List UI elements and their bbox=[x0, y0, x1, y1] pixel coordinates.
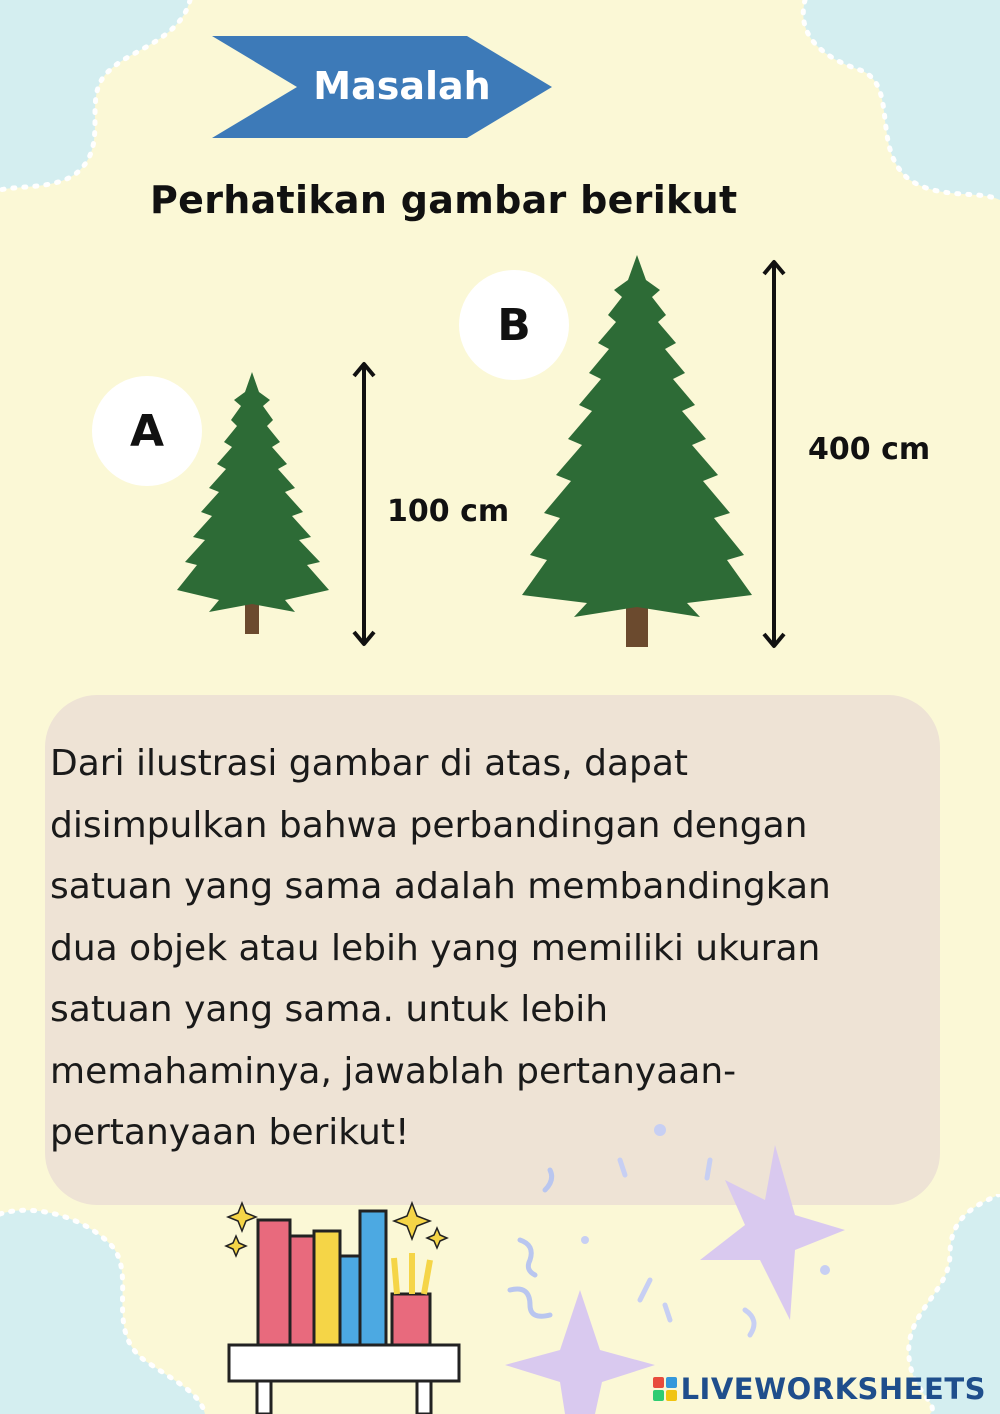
info-text bbox=[50, 733, 930, 1164]
banner-label: Masalah bbox=[313, 64, 491, 108]
bookshelf-icon bbox=[222, 1198, 462, 1414]
tree-b-icon bbox=[522, 255, 752, 647]
tree-b-label: B bbox=[459, 270, 569, 380]
tree-b-height: 400 cm bbox=[808, 432, 931, 467]
tree-a-icon bbox=[175, 372, 330, 634]
info-line: Dari ilustrasi gambar di atas, dapat bbox=[50, 743, 689, 784]
masalah-banner bbox=[212, 36, 552, 138]
info-line: dua objek atau lebih yang memiliki ukuran bbox=[50, 927, 821, 969]
corner-decoration-top-right bbox=[790, 0, 1000, 210]
page-title: Perhatikan gambar berikut bbox=[150, 178, 738, 222]
measure-arrow-b bbox=[758, 258, 790, 652]
stars-decoration-icon bbox=[490, 1120, 850, 1414]
info-line: memahaminya, jawablah pertanyaan- bbox=[50, 1050, 737, 1092]
info-line: disimpulkan bahwa perbandingan dengan bbox=[50, 804, 808, 846]
info-line: satuan yang sama. untuk lebih bbox=[50, 989, 609, 1030]
watermark-text: LIVEWORKSHEETS bbox=[680, 1372, 986, 1406]
info-line: satuan yang sama adalah membandingkan bbox=[50, 866, 831, 907]
tree-a-height: 100 cm bbox=[387, 494, 510, 529]
measure-arrow-a bbox=[348, 360, 380, 650]
tree-a-label: A bbox=[92, 376, 202, 486]
liveworksheets-watermark bbox=[653, 1372, 986, 1406]
corner-decoration-top-left bbox=[0, 0, 200, 200]
corner-decoration-bottom-left bbox=[0, 1204, 210, 1414]
info-line: pertanyaan berikut! bbox=[50, 1112, 410, 1153]
liveworksheets-logo-icon bbox=[653, 1377, 677, 1401]
